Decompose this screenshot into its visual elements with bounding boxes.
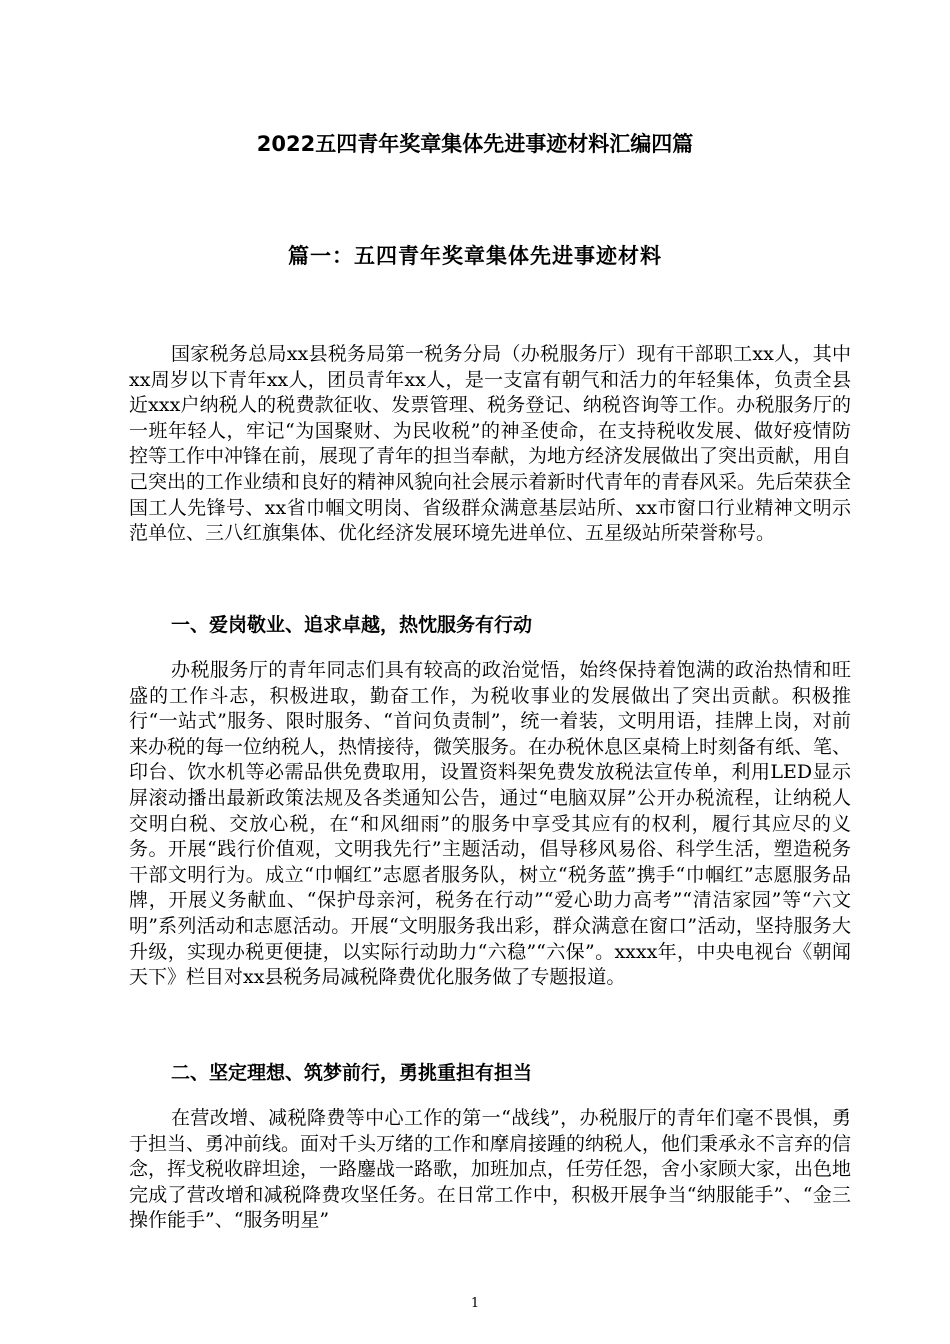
section2-paragraph: 在营改增、减税降费等中心工作的第一“战线”，办税服厅的青年们毫不畏惧，勇于担当、勇冲前线。面对千头万绪的工作和摩肩接踵的纳税人，他们秉承永不言弃的信念，挥戈税收辟坦途，一路鏖战一路歌，加班加点，任劳任怨，舍小家顾大家，出色地完成了营改增和减税降费攻坚任务。在日常工作中，积极开展争当“纳服能手”、“金三操作能手”、“服务明星” xyxy=(129,1107,852,1232)
page-number: 1 xyxy=(470,1296,480,1311)
section-heading-1: 一、爱岗敬业、追求卓越，热忱服务有行动 xyxy=(171,614,533,636)
intro-paragraph: 国家税务总局xx县税务局第一税务分局（办税服务厅）现有干部职工xx人，其中xx周岁以下青年xx人，团员青年xx人，是一支富有朝气和活力的年轻集体，负责全县近xxx户纳税人的税费款征收、发票管理、税务登记、纳税咨询等工作。办税服务厅的一班年轻人，牢记“为国聚财、为民收税”的神圣使命，在支持税收发展、做好疫情防控等工作中冲锋在前，展现了青年的担当奉献，为地方经济发展做出了突出贡献，用自己突出的工作业绩和良好的精神风貌向社会展示着新时代青年的青春风采。先后荣获全国工人先锋号、xx省巾帼文明岗、省级群众满意基层站所、xx市窗口行业精神文明示范单位、三八红旗集体、优化经济发展环境先进单位、五星级站所荣誉称号。 xyxy=(129,343,852,545)
section-title: 篇一：五四青年奖章集体先进事迹材料 xyxy=(288,243,662,268)
section1-paragraph: 办税服务厅的青年同志们具有较高的政治觉悟，始终保持着饱满的政治热情和旺盛的工作斗志，积极进取，勤奋工作，为税收事业的发展做出了突出贡献。积极推行“一站式”服务、限时服务、“首问负责制”，统一着装，文明用语，挂牌上岗，对前来办税的每一位纳税人，热情接待，微笑服务。在办税休息区桌椅上时刻备有纸、笔、印台、饮水机等必需品供免费取用，设置资料架免费发放税法宣传单，利用LED显示屏滚动播出最新政策法规及各类通知公告，通过“电脑双屏”公开办税流程，让纳税人交明白税、交放心税，在“和风细雨”的服务中享受其应有的权利，履行其应尽的义务。开展“践行价值观，文明我先行”主题活动，倡导移风易俗、科学生活，塑造税务干部文明行为。成立“巾帼红”志愿者服务队，树立“税务蓝”携手“巾帼红”志愿服务品牌，开展义务献血、“保护母亲河，税务在行动”“爱心助力高考”“清洁家园”等“六文明”系列活动和志愿活动。开展“文明服务我出彩，群众满意在窗口”活动，坚持服务大升级，实现办税更便捷，以实际行动助力“六稳”“六保”。xxxx年，中央电视台《朝闻天下》栏目对xx县税务局减税降费优化服务做了专题报道。 xyxy=(129,659,852,989)
document-title: 2022五四青年奖章集体先进事迹材料汇编四篇 xyxy=(256,132,694,156)
section-heading-2: 二、坚定理想、筑梦前行，勇挑重担有担当 xyxy=(171,1062,533,1084)
